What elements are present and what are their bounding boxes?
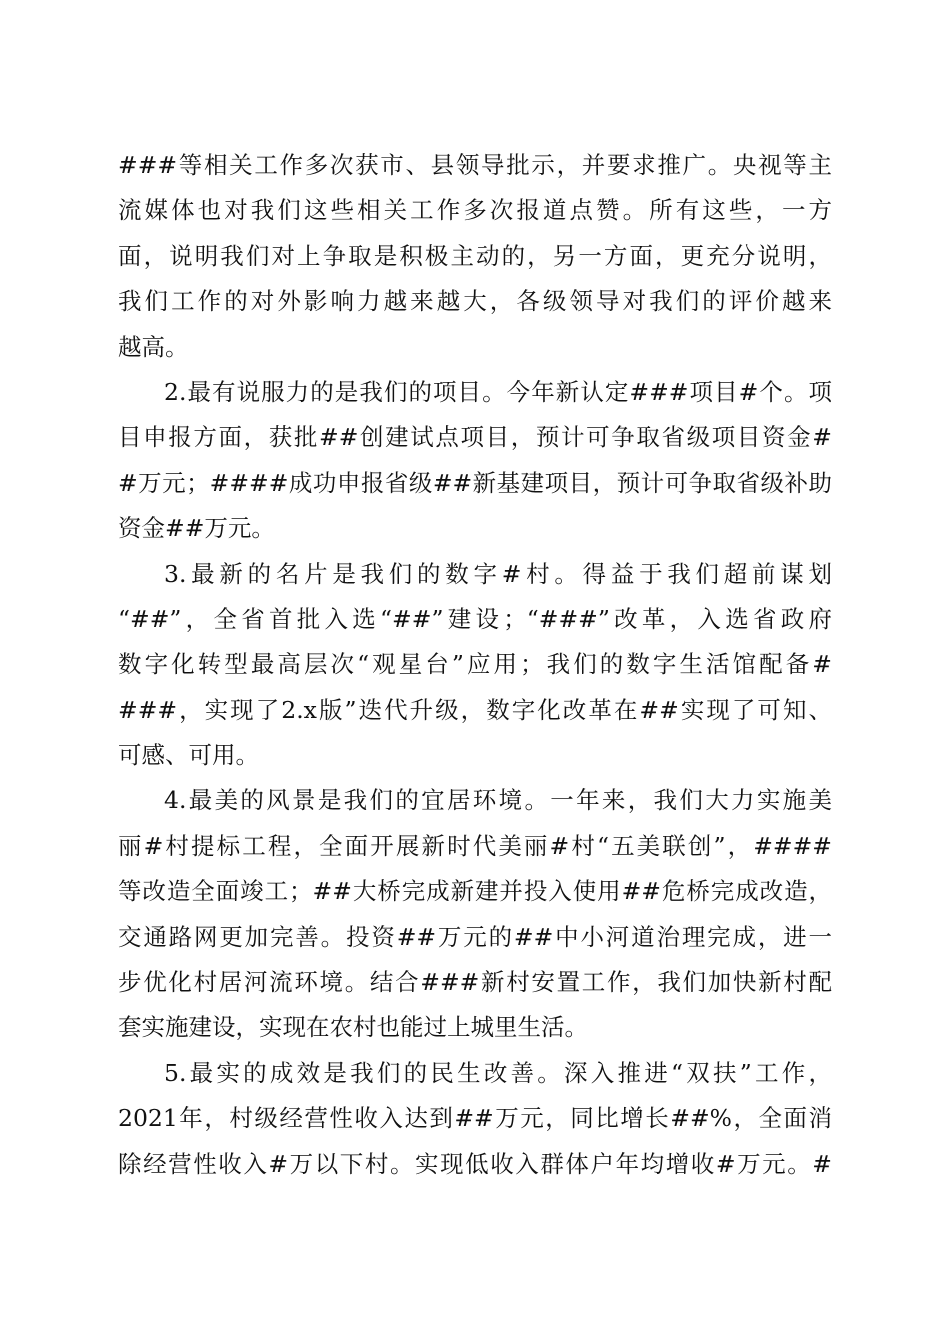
text-line-3: 面，说明我们对上争取是积极主动的，另一方面，更充分说明， <box>118 241 832 270</box>
paragraph-3-line-1: 3.最新的名片是我们的数字#村。得益于我们超前谋划 <box>164 559 832 588</box>
paragraph-3-line-5: 可感、可用。 <box>118 741 259 770</box>
paragraph-4-line-4: 交通路网更加完善。投资##万元的##中小河道治理完成，进一 <box>118 922 832 951</box>
paragraph-4-line-2: 丽#村提标工程，全面开展新时代美丽#村“五美联创”，#### <box>118 831 832 860</box>
text-line-2: 流媒体也对我们这些相关工作多次报道点赞。所有这些，一方 <box>118 196 832 225</box>
paragraph-3-line-3: 数字化转型最高层次“观星台”应用；我们的数字生活馆配备# <box>118 650 832 679</box>
paragraph-3-line-4: ###，实现了2.x版”迭代升级，数字化改革在##实现了可知、 <box>118 695 832 724</box>
paragraph-2-line-3: #万元；####成功申报省级##新基建项目，预计可争取省级补助 <box>118 468 832 497</box>
paragraph-5-line-1: 5.最实的成效是我们的民生改善。深入推进“双扶”工作， <box>164 1058 832 1087</box>
paragraph-4-line-6: 套实施建设，实现在农村也能过上城里生活。 <box>118 1013 588 1042</box>
paragraph-4-line-5: 步优化村居河流环境。结合###新村安置工作，我们加快新村配 <box>118 968 832 997</box>
paragraph-2-line-2: 目申报方面，获批##创建试点项目，预计可争取省级项目资金# <box>118 423 832 452</box>
text-line-1: ###等相关工作多次获市、县领导批示，并要求推广。央视等主 <box>118 151 832 179</box>
paragraph-4-line-3: 等改造全面竣工；##大桥完成新建并投入使用##危桥完成改造， <box>118 877 832 906</box>
paragraph-4-line-1: 4.最美的风景是我们的宜居环境。一年来，我们大力实施美 <box>164 786 832 815</box>
paragraph-2-line-4: 资金##万元。 <box>118 514 275 543</box>
document-body <box>118 143 832 1187</box>
paragraph-2-line-1: 2.最有说服力的是我们的项目。今年新认定###项目#个。项 <box>164 377 832 406</box>
paragraph-5-line-3: 除经营性收入#万以下村。实现低收入群体户年均增收#万元。# <box>118 1149 832 1178</box>
text-line-4: 我们工作的对外影响力越来越大，各级领导对我们的评价越来 <box>118 287 832 316</box>
text-line-5: 越高。 <box>118 332 189 361</box>
paragraph-5-line-2: 2021年，村级经营性收入达到##万元，同比增长##%，全面消 <box>118 1104 832 1133</box>
paragraph-3-line-2: “##”，全省首批入选“##”建设；“###”改革，入选省政府 <box>118 604 832 633</box>
